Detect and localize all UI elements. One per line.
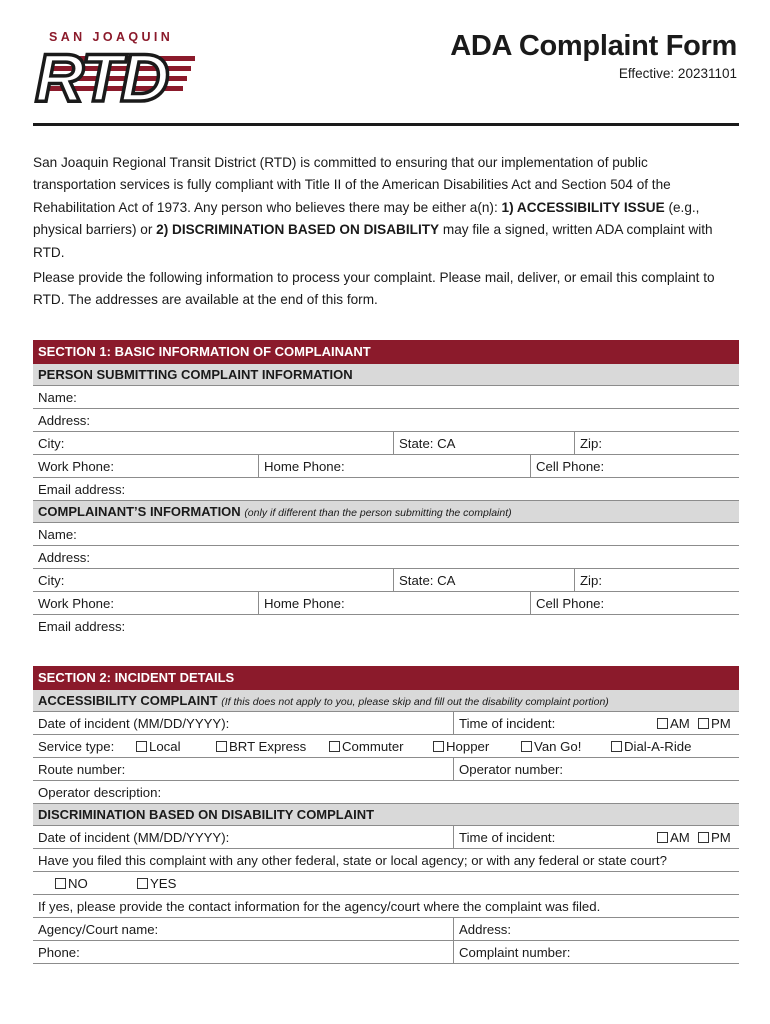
filed-no-checkbox[interactable]: NO [55, 872, 88, 895]
filed-question: Have you filed this complaint with any other federal, state or local agency; or with any federal or state court? [38, 853, 667, 868]
complainant-email-row[interactable]: Email address: [38, 619, 126, 634]
submitter-email-row[interactable]: Email address: [33, 478, 739, 501]
discrimination-subheader: DISCRIMINATION BASED ON DISABILITY COMPLAINT [33, 804, 739, 826]
checkbox-icon [433, 741, 444, 752]
intro-text [33, 152, 733, 312]
disc-pm-checkbox[interactable]: PM [698, 826, 731, 849]
if-yes-instructions: If yes, please provide the contact information for the agency/court where the complaint was filed. [38, 899, 601, 914]
checkbox-icon [521, 741, 532, 752]
logo-main-text: RTD [35, 40, 168, 106]
submitter-phone-row [33, 455, 739, 478]
checkbox-icon [55, 878, 66, 889]
filed-question-row [33, 849, 739, 872]
header-divider [33, 123, 739, 126]
operator-description-row[interactable]: Operator description: [33, 781, 739, 804]
access-date-field[interactable]: Date of incident (MM/DD/YYYY): [38, 716, 230, 731]
logo-mark [33, 40, 203, 106]
service-brt-express-checkbox[interactable]: BRT Express [216, 735, 306, 758]
service-local-checkbox[interactable]: Local [136, 735, 181, 758]
agency-phone-row [33, 941, 739, 964]
submitter-address-row[interactable]: Address: [33, 409, 739, 432]
accessibility-subheader: ACCESSIBILITY COMPLAINT (If this does not apply to you, please skip and fill out the disability complaint portion) [33, 690, 739, 712]
checkbox-icon [657, 718, 668, 729]
checkbox-icon [698, 832, 709, 843]
complainant-phone-row [33, 592, 739, 615]
access-date-row [33, 712, 739, 735]
checkbox-icon [216, 741, 227, 752]
disc-date-row [33, 826, 739, 849]
rtd-logo [33, 30, 203, 106]
submitter-city-row [33, 432, 739, 455]
service-type-label: Service type: [38, 739, 115, 754]
submitter-subheader: PERSON SUBMITTING COMPLAINT INFORMATION [33, 364, 739, 386]
service-type-row [33, 735, 739, 758]
complainant-subheader: COMPLAINANT’S INFORMATION (only if different than the person submitting the complaint) [33, 501, 739, 523]
disc-am-checkbox[interactable]: AM [657, 826, 690, 849]
complainant-address-row[interactable]: Address: [33, 546, 739, 569]
submitter-home-phone-field[interactable]: Home Phone: [264, 459, 345, 474]
access-pm-checkbox[interactable]: PM [698, 712, 731, 735]
complainant-city-field[interactable]: City: [38, 573, 65, 588]
operator-number-field[interactable]: Operator number: [459, 762, 564, 777]
section-1 [33, 340, 739, 638]
checkbox-icon [137, 878, 148, 889]
submitter-cell-phone-field[interactable]: Cell Phone: [536, 459, 605, 474]
agency-row [33, 918, 739, 941]
route-number-field[interactable]: Route number: [38, 762, 126, 777]
checkbox-icon [657, 832, 668, 843]
submitter-work-phone-field[interactable]: Work Phone: [38, 459, 114, 474]
complainant-state-field[interactable]: State: CA [399, 573, 456, 588]
submitter-city-field[interactable]: City: [38, 436, 65, 451]
service-commuter-checkbox[interactable]: Commuter [329, 735, 404, 758]
effective-date: Effective: 20231101 [618, 66, 737, 81]
disc-date-field[interactable]: Date of incident (MM/DD/YYYY): [38, 830, 230, 845]
intro-paragraph-2: Please provide the following information to process your complaint. Please mail, deliver, or email this complaint to RTD. The addresses are available at the end of this form. [33, 270, 715, 308]
agency-name-field[interactable]: Agency/Court name: [38, 922, 159, 937]
complainant-city-row [33, 569, 739, 592]
submitter-zip-field[interactable]: Zip: [580, 436, 602, 451]
intro-paragraph-1: San Joaquin Regional Transit District (RTD) is committed to ensuring that our implementation of public transportation services is fully compliant with Title II of the American Disabilities Act and Section 504 of the Rehabilitation Act of 1973. Any person who believes there may be either a(n): 1) ACCESSIBILITY ISSUE (e.g., physical barriers) or 2) DISCRIMINATION BASED ON DISABILITY may file a signed, written ADA complaint with RTD. [33, 155, 713, 260]
checkbox-icon [698, 718, 709, 729]
complainant-home-phone-field[interactable]: Home Phone: [264, 596, 345, 611]
complainant-work-phone-field[interactable]: Work Phone: [38, 596, 114, 611]
complaint-number-field[interactable]: Complaint number: [459, 945, 571, 960]
complainant-cell-phone-field[interactable]: Cell Phone: [536, 596, 605, 611]
access-time-field[interactable]: Time of incident: [459, 716, 556, 731]
agency-address-field[interactable]: Address: [459, 922, 512, 937]
disc-time-field[interactable]: Time of incident: [459, 830, 556, 845]
service-van-go-checkbox[interactable]: Van Go! [521, 735, 581, 758]
section-2 [33, 666, 739, 964]
agency-phone-field[interactable]: Phone: [38, 945, 80, 960]
checkbox-icon [611, 741, 622, 752]
submitter-state-field[interactable]: State: CA [399, 436, 456, 451]
complainant-name-row[interactable]: Name: [33, 523, 739, 546]
logo-top-text: SAN JOAQUIN [49, 30, 174, 44]
service-hopper-checkbox[interactable]: Hopper [433, 735, 489, 758]
filed-answer-row [33, 872, 739, 895]
access-am-checkbox[interactable]: AM [657, 712, 690, 735]
section-2-header: SECTION 2: INCIDENT DETAILS [33, 666, 739, 690]
route-row [33, 758, 739, 781]
service-dial-a-ride-checkbox[interactable]: Dial-A-Ride [611, 735, 691, 758]
section-1-header: SECTION 1: BASIC INFORMATION OF COMPLAINANT [33, 340, 739, 364]
checkbox-icon [136, 741, 147, 752]
page-title: ADA Complaint Form [450, 30, 737, 62]
checkbox-icon [329, 741, 340, 752]
complainant-zip-field[interactable]: Zip: [580, 573, 602, 588]
filed-yes-checkbox[interactable]: YES [137, 872, 176, 895]
submitter-name-row[interactable]: Name: [33, 386, 739, 409]
if-yes-row [33, 895, 739, 918]
